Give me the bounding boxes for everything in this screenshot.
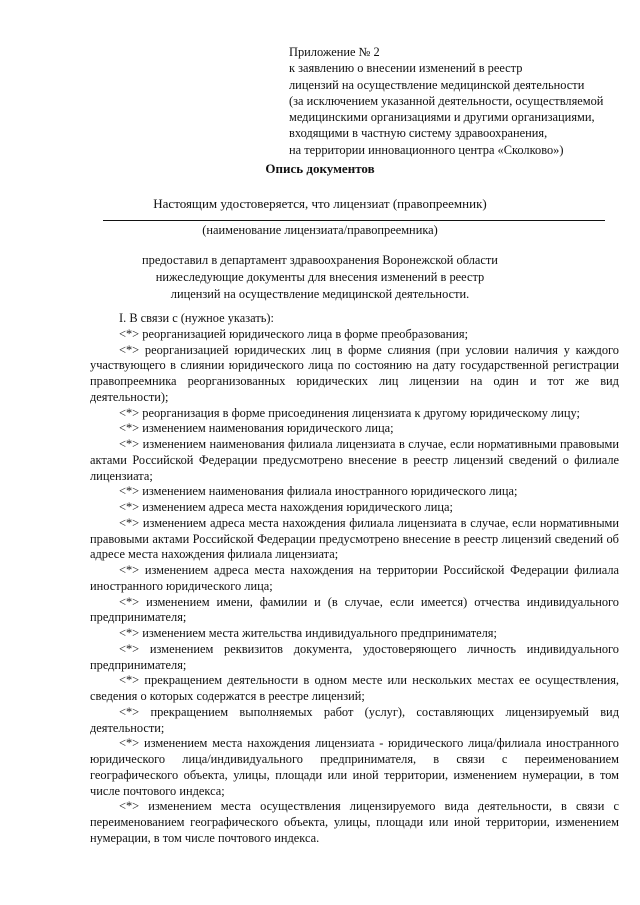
licensee-name-blank [103, 220, 605, 221]
list-item: <*> изменением места нахождения лицензиата - юридического лица/филиала иностранного юридического лица/индивидуального предпринимателя, в связи с переименованием географического объекта, улицы, площади или иной территории, изменением нумерации, в том числе почтового индекса; [90, 736, 619, 798]
submitted-line: нижеследующие документы для внесения изменений в реестр [155, 269, 485, 284]
submitted-line: лицензий на осуществление медицинской деятельности. [170, 286, 470, 301]
section-heading: I. В связи с (нужное указать): [119, 311, 274, 325]
reasons-list [90, 311, 619, 847]
appendix-line: медицинскими организациями и другими организациями, [289, 110, 595, 125]
appendix-line: Приложение № 2 [289, 45, 380, 59]
certify-statement: Настоящим удостоверяется, что лицензиат (правопреемник) [153, 196, 487, 211]
appendix-line: на территории инновационного центра «Сколково») [289, 142, 564, 157]
document-title: Опись документов [265, 161, 375, 176]
appendix-line: к заявлению о внесении изменений в реестр [289, 61, 523, 76]
list-item: <*> прекращением выполняемых работ (услуг), составляющих лицензируемый вид деятельности; [90, 704, 619, 735]
list-item: <*> реорганизацией юридического лица в форме преобразования; [119, 326, 469, 341]
list-item: <*> изменением наименования юридического лица; [119, 421, 394, 436]
list-item: <*> изменением реквизитов документа, удостоверяющего личность индивидуального предпринимателя; [90, 641, 619, 672]
list-item: <*> реорганизацией юридических лиц в форме слияния (при условии наличия у каждого участвующего в слиянии юридического лица по состоянию на дату государственной регистрации правопреемника реорганизованных юридических лиц лицензии на один и тот же вид деятельности); [90, 342, 619, 404]
licensee-name-caption: (наименование лицензиата/правопреемника) [202, 223, 438, 237]
appendix-line: лицензий на осуществление медицинской деятельности [289, 77, 585, 92]
list-item: <*> изменением адреса места нахождения на территории Российской Федерации филиала иностранного юридического лица; [90, 563, 619, 593]
list-item: <*> изменением места жительства индивидуального предпринимателя; [119, 626, 497, 640]
appendix-line: входящими в частную систему здравоохранения, [289, 126, 548, 141]
list-item: <*> изменением наименования филиала иностранного юридического лица; [119, 484, 518, 499]
submitted-statement [0, 252, 640, 302]
list-item: <*> изменением адреса места нахождения юридического лица; [119, 500, 453, 514]
list-item: <*> изменением адреса места нахождения филиала лицензиата в случае, если нормативными правовыми актами Российской Федерации предусмотрено внесение в реестр лицензий сведений об адресе места нахождения филиала лицензиата; [90, 515, 619, 562]
list-item: <*> изменением места осуществления лицензируемого вида деятельности, в связи с переименованием географического объекта, улицы, площади или иной территории, изменением нумерации, в том числе почтового индекса. [90, 799, 619, 845]
list-item: <*> реорганизация в форме присоединения лицензиата к другому юридическому лицу; [119, 405, 580, 420]
list-item: <*> изменением имени, фамилии и (в случае, если имеется) отчества индивидуального предпринимателя; [90, 594, 619, 625]
list-item: <*> прекращением деятельности в одном месте или нескольких местах ее осуществления, сведения о которых содержатся в реестре лицензий; [90, 673, 619, 703]
appendix-header [289, 44, 629, 158]
list-item: <*> изменением наименования филиала лицензиата в случае, если нормативными правовыми актами Российской Федерации предусмотрено внесение в реестр лицензий сведений о филиале лицензиата; [90, 437, 619, 483]
submitted-line: предоставил в департамент здравоохранения Воронежской области [142, 253, 498, 267]
appendix-line: (за исключением указанной деятельности, осуществляемой [289, 93, 604, 108]
